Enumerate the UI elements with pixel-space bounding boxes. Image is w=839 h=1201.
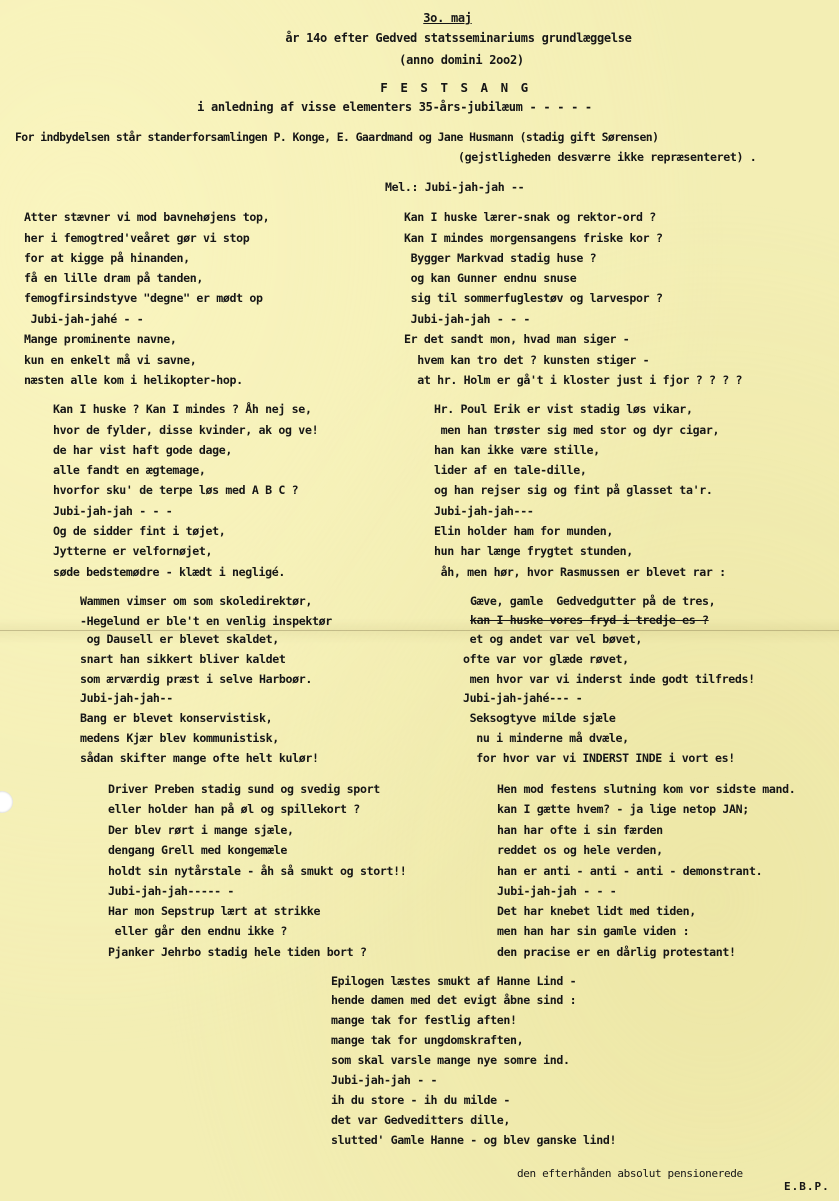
verse-line: dengang Grell med kongemæle — [108, 843, 288, 857]
refrain-line: Jubi-jah-jah--- — [434, 504, 534, 518]
refrain-line: Jubi-jah-jah - - - — [53, 504, 173, 518]
verse-line: han kan ikke være stille, — [434, 443, 600, 457]
verse-line: næsten alle kom i helikopter-hop. — [24, 373, 243, 387]
verse-line: alle fandt en ægtemage, — [53, 463, 206, 477]
verse-line: reddet os og hele verden, — [497, 843, 663, 857]
verse-line: som skal varsle mange nye somre ind. — [331, 1053, 570, 1067]
refrain-line: Jubi-jah-jah - - - — [497, 884, 617, 898]
verse-line: han har ofte i sin færden — [497, 823, 663, 837]
verse-line: den pracise er en dårlig protestant! — [497, 945, 736, 959]
verse-line: for hvor var vi INDERST INDE i vort es! — [463, 751, 735, 765]
verse-line: snart han sikkert bliver kaldet — [80, 652, 286, 666]
refrain-line: Jubi-jah-jah----- - — [108, 884, 234, 898]
verse-line: Wammen vimser om som skoledirektør, — [80, 594, 313, 608]
verse-line: Kan I huske ? Kan I mindes ? Åh nej se, — [53, 402, 312, 416]
verse-line: hende damen med det evigt åbne sind : — [331, 993, 577, 1007]
occasion-line: i anledning af visse elementers 35-års-jubilæum - - - - - — [197, 100, 592, 114]
invitation-line-2: (gejstligheden desværre ikke repræsenteret) . — [458, 150, 757, 164]
verse-line: Har mon Sepstrup lært at strikke — [108, 904, 321, 918]
verse-line: de har vist haft gode dage, — [53, 443, 233, 457]
verse-line: mange tak for ungdomskraften, — [331, 1033, 524, 1047]
verse-line: Driver Preben stadig sund og svedig sport — [108, 782, 380, 796]
verse-line: sådan skifter mange ofte helt kulør! — [80, 751, 319, 765]
verse-line: Pjanker Jehrbo stadig hele tiden bort ? — [108, 945, 367, 959]
verse-line: mange tak for festlig aften! — [331, 1013, 517, 1027]
verse-line: femogfirsindstyve "degne" er mødt op — [24, 291, 263, 305]
verse-line: Bygger Markvad stadig huse ? — [404, 251, 597, 265]
subtitle: år 14o efter Gedved statsseminariums grundlæggelse — [285, 31, 632, 45]
verse-line: Jytterne er velfornøjet, — [53, 544, 213, 558]
punch-hole — [0, 791, 13, 813]
verse-line: han er anti - anti - anti - demonstrant. — [497, 864, 763, 878]
verse-line: Kan I huske lærer-snak og rektor-ord ? — [404, 210, 656, 224]
verse-line: medens Kjær blev kommunistisk, — [80, 731, 279, 745]
verse-line: og Dausell er blevet skaldet, — [80, 632, 279, 646]
song-title: F E S T S A N G — [380, 80, 531, 95]
verse-line: åh, men hør, hvor Rasmussen er blevet rar : — [434, 565, 726, 579]
date-heading: 3o. maj — [423, 11, 472, 25]
verse-line: få en lille dram på tanden, — [24, 271, 204, 285]
verse-line: Er det sandt mon, hvad man siger - — [404, 332, 630, 346]
verse-line: og han rejser sig og fint på glasset ta'r. — [434, 483, 713, 497]
verse-line: Epilogen læstes smukt af Hanne Lind - — [331, 974, 577, 988]
verse-line: Det har knebet lidt med tiden, — [497, 904, 696, 918]
verse-line: hvorfor sku' de terpe løs med A B C ? — [53, 483, 299, 497]
melody-line: Mel.: Jubi-jah-jah -- — [385, 180, 525, 194]
refrain-line: Jubi-jah-jah-- — [80, 691, 173, 705]
verse-line: Mange prominente navne, — [24, 332, 177, 346]
verse-line: Kan I mindes morgensangens friske kor ? — [404, 231, 663, 245]
verse-line: Bang er blevet konservistisk, — [80, 711, 273, 725]
signature-initials: E.B.P. — [784, 1180, 830, 1193]
verse-line: -Hegelund er ble't en venlig inspektør — [80, 614, 332, 628]
verse-line: Elin holder ham for munden, — [434, 524, 614, 538]
verse-line: hvor de fylder, disse kvinder, ak og ve! — [53, 423, 319, 437]
verse-line: Seksogtyve milde sjæle — [463, 711, 616, 725]
refrain-line: Jubi-jah-jah - - - — [404, 312, 530, 326]
invitation-line-1: For indbydelsen står standerforsamlingen P. Konge, E. Gaardmand og Jane Husmann (stadig gift Sørensen) — [15, 130, 659, 144]
verse-line: det var Gedveditters dille, — [331, 1113, 511, 1127]
verse-line: for at kigge på hinanden, — [24, 251, 190, 265]
verse-line: Atter stævner vi mod bavnehøjens top, — [24, 210, 270, 224]
verse-line: men han trøster sig med stor og dyr cigar, — [434, 423, 720, 437]
verse-line: kan I huske vores fryd i tredje es ? — [470, 613, 709, 627]
refrain-line: Jubi-jah-jah - - — [331, 1073, 438, 1087]
verse-line: holdt sin nytårstale - åh så smukt og stort!! — [108, 864, 407, 878]
verse-line: søde bedstemødre - klædt i negligé. — [53, 565, 286, 579]
verse-line: som ærværdig præst i selve Harboør. — [80, 672, 313, 686]
signature-note: den efterhånden absolut pensionerede — [517, 1167, 743, 1180]
verse-line: hun har længe frygtet stunden, — [434, 544, 633, 558]
refrain-line: Jubi-jah-jahé--- - — [463, 691, 583, 705]
verse-line: Hr. Poul Erik er vist stadig løs vikar, — [434, 402, 693, 416]
verse-line: men hvor var vi inderst inde godt tilfreds! — [463, 672, 755, 686]
verse-line: her i femogtred'veåret gør vi stop — [24, 231, 250, 245]
verse-line: ih du store - ih du milde - — [331, 1093, 511, 1107]
verse-line: et og andet var vel bøvet, — [463, 632, 643, 646]
refrain-line: Jubi-jah-jahé - - — [24, 312, 144, 326]
verse-line: Der blev rørt i mange sjæle, — [108, 823, 294, 837]
verse-line: lider af en tale-dille, — [434, 463, 587, 477]
verse-line: men han har sin gamle viden : — [497, 924, 690, 938]
verse-line: og kan Gunner endnu snuse — [404, 271, 577, 285]
verse-line: kan I gætte hvem? - ja lige netop JAN; — [497, 802, 749, 816]
verse-line: Gæve, gamle Gedvedgutter på de tres, — [470, 594, 716, 608]
verse-line: hvem kan tro det ? kunsten stiger - — [404, 353, 650, 367]
verse-line: Hen mod festens slutning kom vor sidste mand. — [497, 782, 796, 796]
verse-line: eller holder han på øl og spillekort ? — [108, 802, 360, 816]
verse-line: kun en enkelt må vi savne, — [24, 353, 197, 367]
verse-line: Og de sidder fint i tøjet, — [53, 524, 226, 538]
verse-line: at hr. Holm er gå't i kloster just i fjor ? ? ? ? — [404, 373, 743, 387]
paper-fold-line — [0, 630, 839, 631]
anno-line: (anno domini 2oo2) — [399, 53, 524, 67]
verse-line: nu i minderne må dvæle, — [463, 731, 629, 745]
verse-line: eller går den endnu ikke ? — [108, 924, 288, 938]
verse-line: sig til sommerfuglestøv og larvespor ? — [404, 291, 663, 305]
verse-line: ofte var vor glæde røvet, — [463, 652, 629, 666]
verse-line: slutted' Gamle Hanne - og blev ganske lind! — [331, 1133, 617, 1147]
